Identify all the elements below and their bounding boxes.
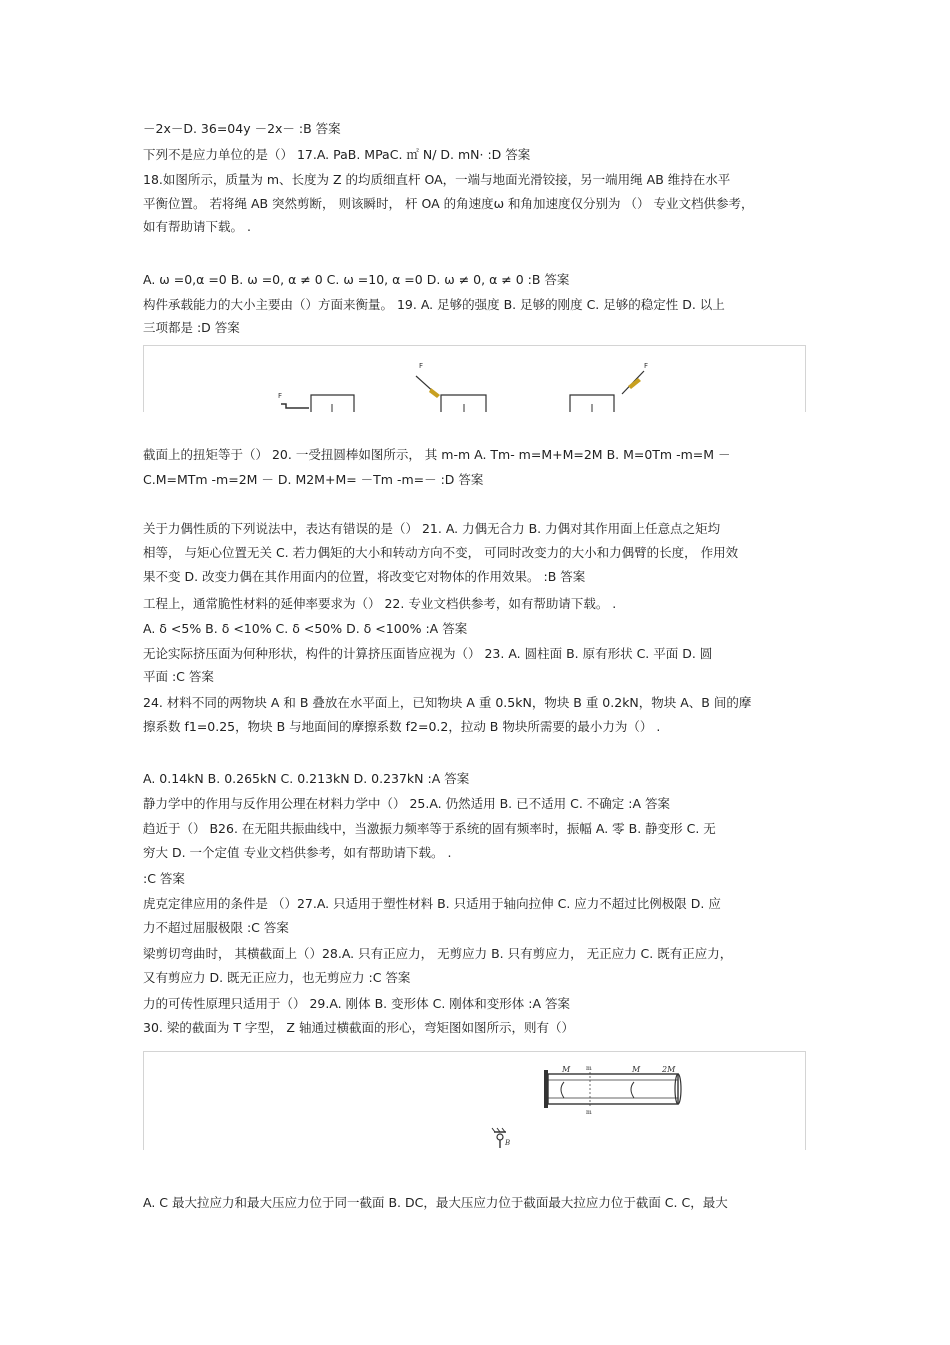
text-line: 趋近于（） B26. 在无阻共振曲线中，当激振力频率等于系统的固有频率时，振幅 A. 零 B. 静变形 C. 无 [143, 821, 716, 836]
figure-torque-rods [143, 345, 806, 412]
text-line: 梁剪切弯曲时， 其横截面上（）28.A. 只有正应力， 无剪应力 B. 只有剪应力， 无正应力 C. 既有正应力， [143, 946, 733, 961]
text-line: 18.如图所示，质量为 m、长度为 Z 的均质细直杆 OA，一端与地面光滑铰接，另一端用绳 AB 维持在水平 [143, 172, 731, 187]
text-line: A. C 最大拉应力和最大压应力位于同一截面 B. DC，最大压应力位于截面最大拉应力位于截面 C. C，最大 [143, 1195, 728, 1210]
text-line: A. 0.14kN B. 0.265kN C. 0.213kN D. 0.237kN :A 答案 [143, 771, 470, 786]
text-line: 擦系数 f1=0.25，物块 B 与地面间的摩擦系数 f2=0.2，拉动 B 物块所需要的最小力为（） . [143, 719, 661, 734]
force-label: F [278, 392, 283, 400]
text-line: 静力学中的作用与反作用公理在材料力学中（） 25.A. 仍然适用 B. 已不适用 C. 不确定 :A 答案 [143, 796, 670, 811]
text-line: A. δ <5% B. δ <10% C. δ <50% D. δ <100% :A 答案 [143, 621, 468, 636]
text-line: 穷大 D. 一个定值 专业文档供参考，如有帮助请下载。 . [143, 845, 452, 860]
text-line: 截面上的扭矩等于（） 20. 一受扭圆棒如图所示， 其 m-m A. Tm- m=M+M=2M B. M=0Tm -m=M － [143, 447, 731, 462]
force-label: F [644, 362, 649, 370]
text-line: 平面 :C 答案 [143, 669, 214, 684]
text-line: C.M=MTm -m=2M － D. M2M+M= －Tm -m=－ :D 答案 [143, 472, 484, 487]
text-line: 三项都是 :D 答案 [143, 320, 240, 335]
moment-label: 2M [662, 1065, 676, 1074]
text-line: 如有帮助请下载。 . [143, 219, 251, 234]
text-line: 关于力偶性质的下列说法中，表达有错误的是（） 21. A. 力偶无合力 B. 力偶对其作用面上任意点之矩均 [143, 521, 721, 536]
text-line: 下列不是应力单位的是（） 17.A. PaB. MPaC. ㎡ N/ D. mN· :D 答案 [143, 147, 531, 162]
text-line: 又有剪应力 D. 既无正应力，也无剪应力 :C 答案 [143, 970, 411, 985]
section-label: m [586, 1109, 592, 1116]
text-line: 24. 材料不同的两物块 A 和 B 叠放在水平面上，已知物块 A 重 0.5kN，物块 B 重 0.2kN，物块 A、B 间的摩 [143, 695, 752, 710]
text-line: 平衡位置。 若将绳 AB 突然剪断， 则该瞬时， 杆 OA 的角速度ω 和角加速度仅分别为 （） 专业文档供参考， [143, 196, 754, 211]
text-line: A. ω =0,α =0 B. ω =0, α ≠ 0 C. ω =10, α =0 D. ω ≠ 0, α ≠ 0 :B 答案 [143, 272, 570, 287]
text-line: 虎克定律应用的条件是 （）27.A. 只适用于塑性材料 B. 只适用于轴向拉伸 C. 应力不超过比例极限 D. 应 [143, 896, 721, 911]
text-line: 力的可传性原理只适用于（） 29.A. 刚体 B. 变形体 C. 刚体和变形体 :A 答案 [143, 996, 570, 1011]
text-line: 构件承载能力的大小主要由（）方面来衡量。 19. A. 足够的强度 B. 足够的刚度 C. 足够的稳定性 D. 以上 [143, 297, 725, 312]
text-line: 工程上，通常脆性材料的延伸率要求为（） 22. 专业文档供参考，如有帮助请下载。 . [143, 596, 617, 611]
text-line: 无论实际挤压面为何种形状，构件的计算挤压面皆应视为（） 23. A. 圆柱面 B. 原有形状 C. 平面 D. 圆 [143, 646, 713, 661]
section-label: m [586, 1065, 592, 1072]
text-line: －2x－D. 36=04y －2x－ :B 答案 [143, 121, 341, 136]
text-line: 果不变 D. 改变力偶在其作用面内的位置，将改变它对物体的作用效果。 :B 答案 [143, 569, 586, 584]
support-label: B [505, 1139, 511, 1147]
text-line: 30. 梁的截面为 T 字型， Z 轴通过横截面的形心，弯矩图如图所示，则有（） [143, 1020, 574, 1035]
force-label: F [419, 362, 424, 370]
figure-beam [143, 1051, 806, 1150]
moment-label: M [562, 1065, 571, 1074]
text-line: 相等， 与矩心位置无关 C. 若力偶矩的大小和转动方向不变， 可同时改变力的大小和力偶臂的长度， 作用效 [143, 545, 739, 560]
moment-label: M [632, 1065, 641, 1074]
text-line: :C 答案 [143, 871, 185, 886]
text-line: 力不超过屈服极限 :C 答案 [143, 920, 289, 935]
